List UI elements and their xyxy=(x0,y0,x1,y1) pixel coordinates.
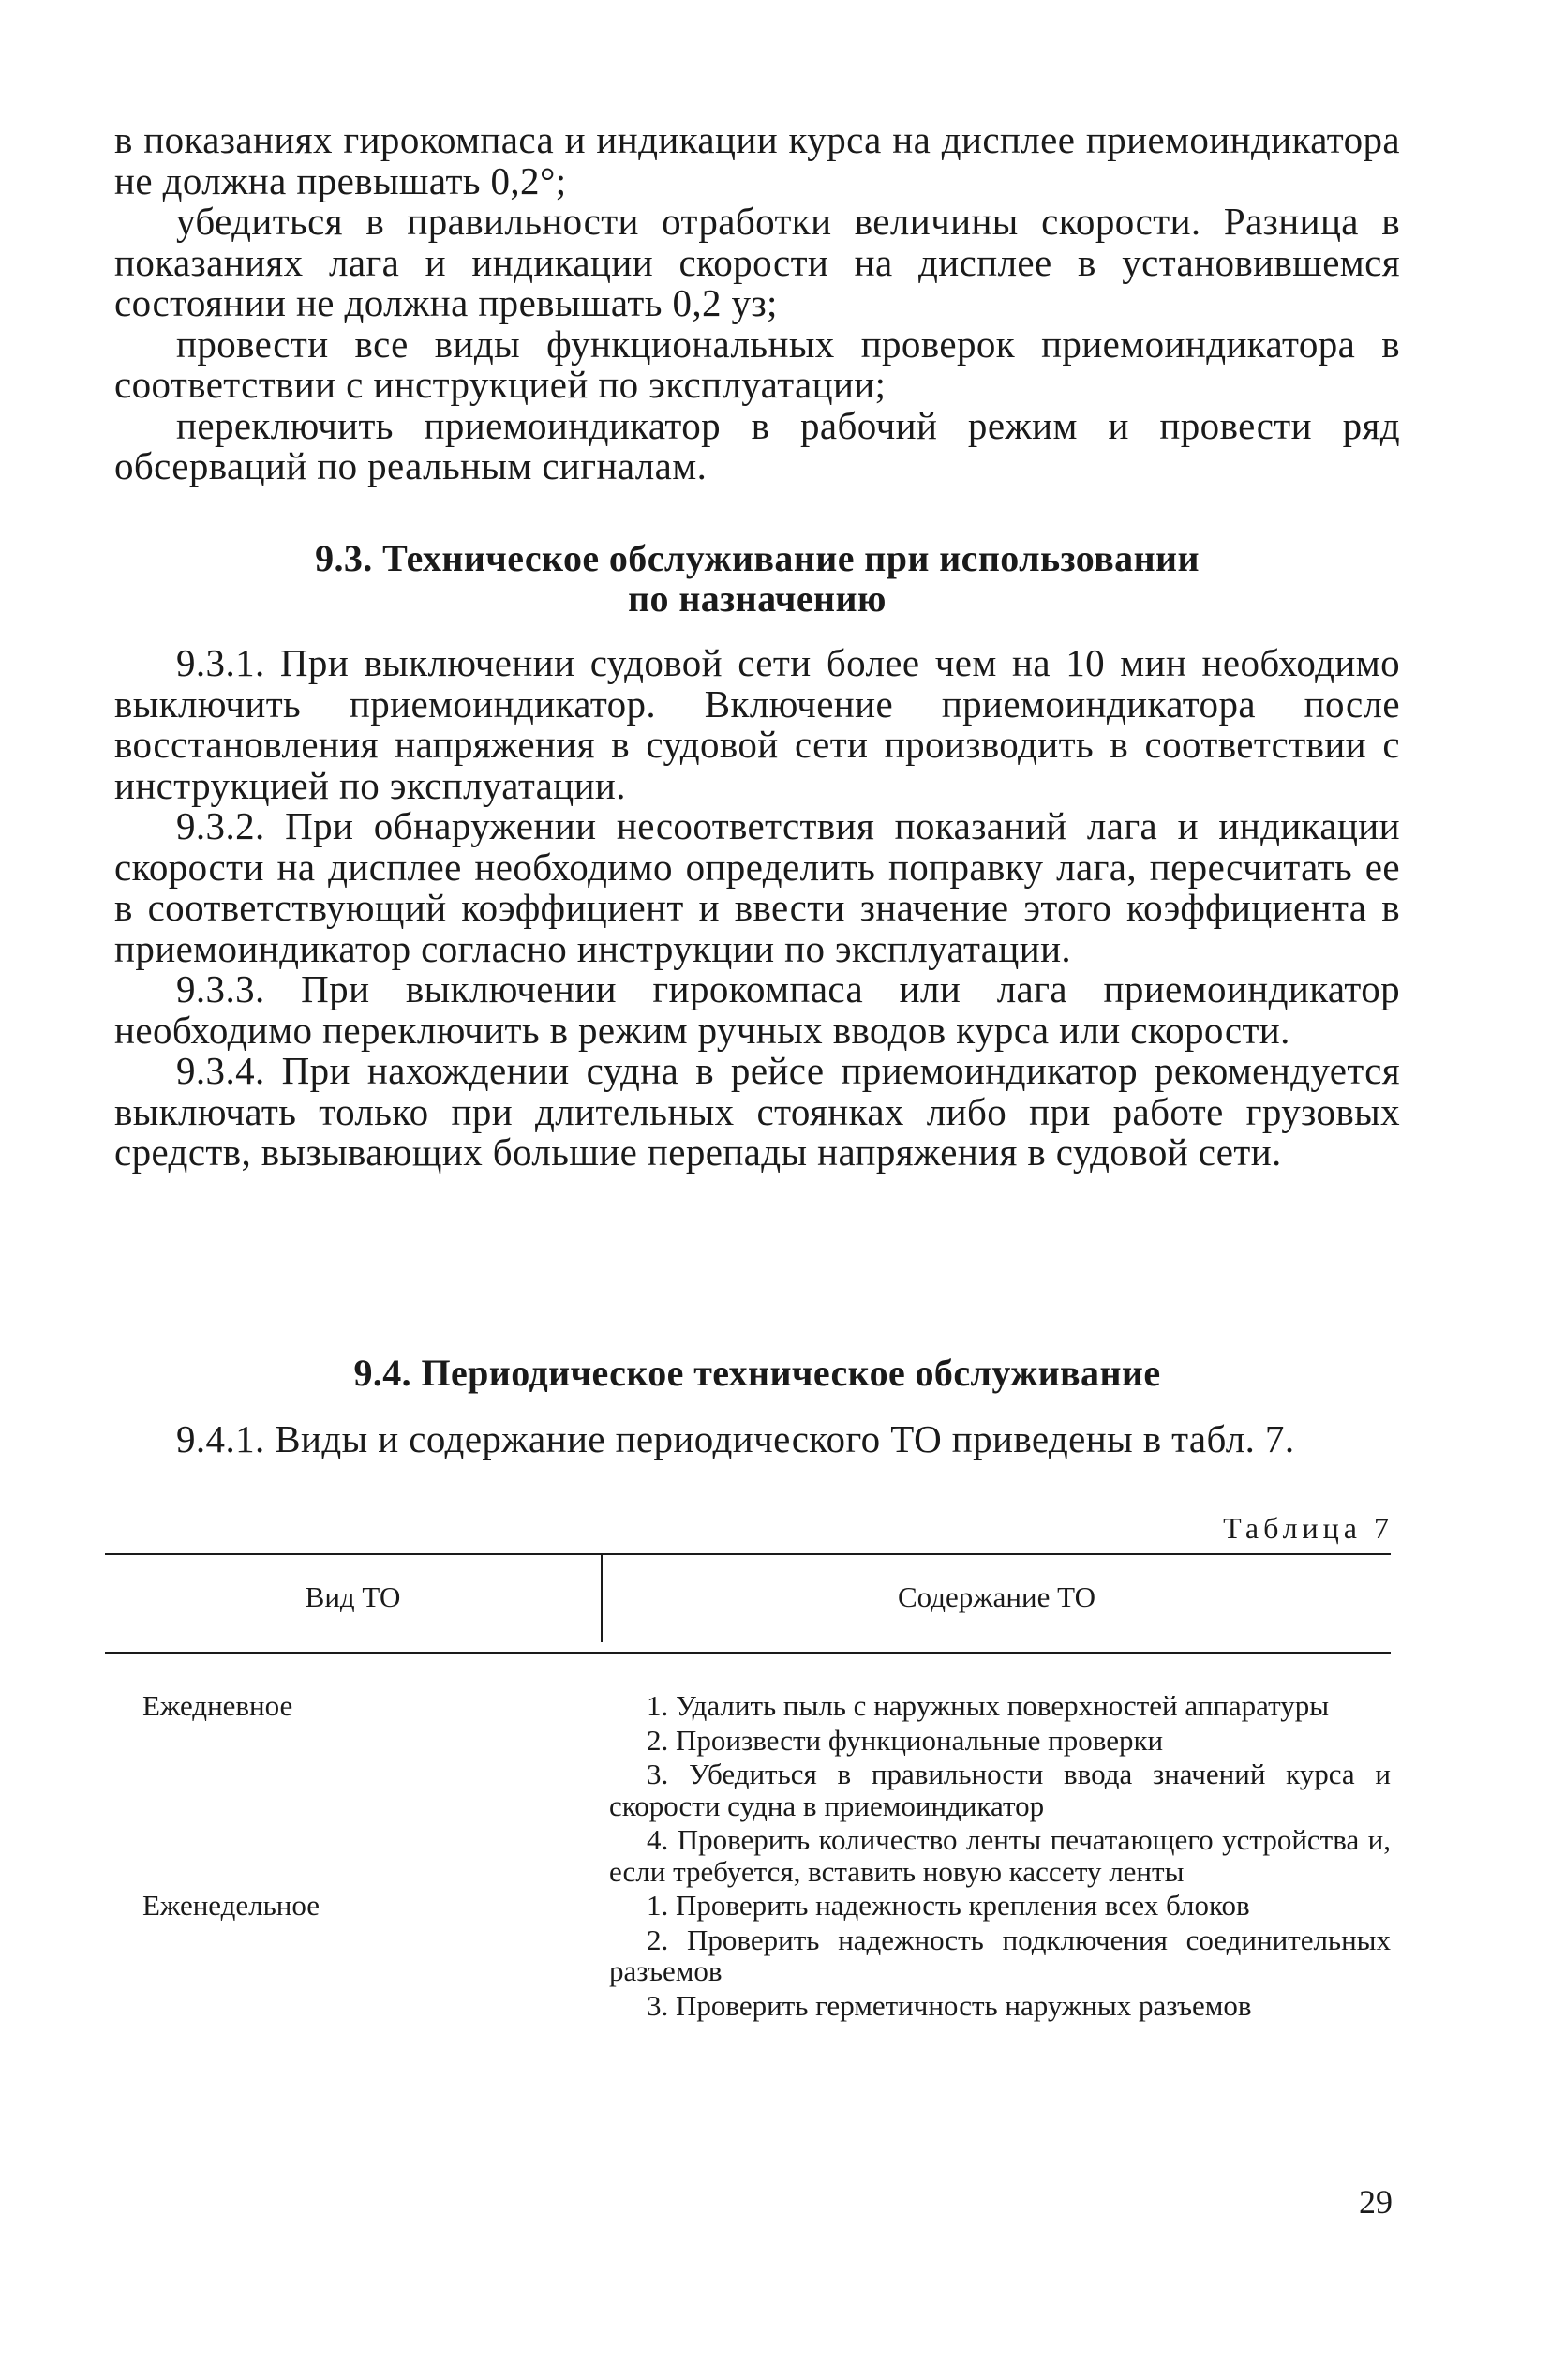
intro-paragraph: провести все виды функциональных проверок приемоиндикатора в соответствии с инструкцией по эксплуатации; xyxy=(114,322,1400,406)
table-item: 4. Проверить количество ленты печатающего устройства и, если требуется, вставить новую кассету ленты xyxy=(609,1823,1391,1888)
intro-paragraph: переключить приемоиндикатор в рабочий режим и провести ряд обсерваций по реальным сигналам. xyxy=(114,403,1400,487)
table-item: 2. Произвести функциональные проверки xyxy=(647,1723,1164,1757)
column-header-content: Содержание ТО xyxy=(897,1580,1096,1613)
table-item: 3. Проверить герметичность наружных разъемов xyxy=(647,1988,1252,2022)
section-heading-line: по назначению xyxy=(628,577,887,620)
section-heading xyxy=(114,538,1400,619)
section-heading-line: 9.3. Техническое обслуживание при использовании xyxy=(315,537,1200,579)
clause-paragraph: 9.3.3. При выключении гирокомпаса или лага приемоиндикатор необходимо переключить в режим ручных вводов курса или скорости. xyxy=(114,967,1400,1052)
column-header-kind: Вид ТО xyxy=(305,1580,401,1613)
table-item: 3. Убедиться в правильности ввода значений курса и скорости судна в приемоиндикатор xyxy=(609,1758,1391,1822)
table-item: 1. Удалить пыль с наружных поверхностей аппаратуры xyxy=(647,1689,1330,1722)
table-cell-kind: Ежедневное xyxy=(142,1689,293,1722)
clause-paragraph: 9.4.1. Виды и содержание периодического ТО приведены в табл. 7. xyxy=(176,1417,1295,1460)
table-item: 1. Проверить надежность крепления всех блоков xyxy=(647,1889,1250,1922)
table-cell-items xyxy=(609,1690,1391,1890)
intro-paragraph: убедиться в правильности отработки величины скорости. Разница в показаниях лага и индикации скорости на дисплее в установившемся состоянии не должна превышать 0,2 уз; xyxy=(114,200,1400,324)
table-body xyxy=(105,1690,1391,2024)
intro-block xyxy=(114,120,1400,487)
table-caption: Таблица 7 xyxy=(1223,1511,1394,1545)
page-number: 29 xyxy=(1359,2183,1393,2221)
table-row xyxy=(105,1690,1391,1890)
table-item: 2. Проверить надежность подключения соединительных разъемов xyxy=(609,1923,1391,1987)
section-9-3 xyxy=(114,538,1400,1174)
clause-paragraph: 9.3.4. При нахождении судна в рейсе приемоиндикатор рекомендуется выключать только при длительных стоянках либо при работе грузовых средств, вызывающих большие перепады напряжения в судовой сети. xyxy=(114,1049,1400,1174)
table-cell-kind: Еженедельное xyxy=(142,1889,320,1922)
table-cell-items xyxy=(609,1890,1391,2024)
table-top-rule xyxy=(105,1553,1391,1555)
table-header-rule xyxy=(105,1652,1391,1654)
clause-paragraph: 9.3.1. При выключении судовой сети более чем на 10 мин необходимо выключить приемоиндикатор. Включение приемоиндикатора после восстановления напряжения в судовой сети производить в соответствии с инструкцией по эксплуатации. xyxy=(114,641,1400,807)
section-heading: 9.4. Периодическое техническое обслуживание xyxy=(353,1352,1161,1394)
section-9-4 xyxy=(114,1353,1400,1460)
clause-paragraph: 9.3.2. При обнаружении несоответствия показаний лага и индикации скорости на дисплее необходимо определить поправку лага, пересчитать ее в соответствующий коэффициент и ввести значение этого коэффициента в приемоиндикатор согласно инструкции по эксплуатации. xyxy=(114,804,1400,970)
intro-paragraph: в показаниях гирокомпаса и индикации курса на дисплее приемоиндикатора не должна превышать 0,2°; xyxy=(114,118,1400,202)
table-row xyxy=(105,1890,1391,2024)
